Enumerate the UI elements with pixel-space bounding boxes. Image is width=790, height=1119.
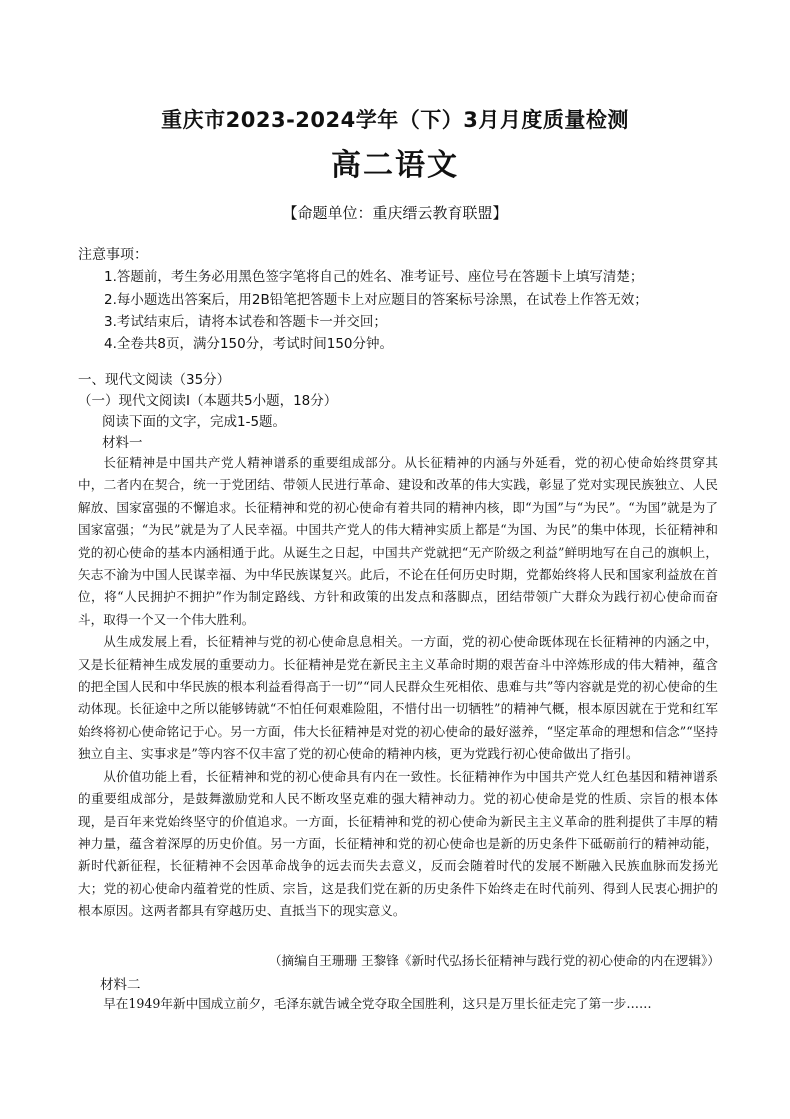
part-heading: 一、现代文阅读（35分） bbox=[78, 372, 231, 388]
material-two-first-line: 早在1949年新中国成立前夕，毛泽东就告诫全党夺取全国胜利，这只是万里长征走完了第一步…… bbox=[103, 996, 652, 1011]
issuing-unit: 【命题单位：重庆缙云教育联盟】 bbox=[282, 204, 508, 222]
notice-heading: 注意事项： bbox=[78, 247, 148, 263]
paragraph-2: 从生成发展上看，长征精神与党的初心使命息息相关。一方面，党的初心使命既体现在长征精神的内涵之中，又是长征精神生成发展的重要动力。长征精神是党在新民主主义革命时期的艰苦奋斗中淬炼形成的伟大精神，蕴含的把全国人民和中华民族的根本利益看得高于一切”“同人民群众生死相依、患难与共”等内容就是党的初心使命的生动体现。长征途中之所以能够铸就“不怕任何艰难险阻，不惜付出一切牺牲”的精神气概，根本原因就在于党和红军始终将初心使命铭记于心。另一方面，伟大长征精神是对党的初心使命的最好滋养，“坚定革命的理想和信念”“坚持独立自主、实事求是”等内容不仅丰富了党的初心使命的精神内核，更为党践行初心使命做出了指引。 bbox=[78, 634, 718, 762]
notice-item-4: 4.全卷共8页，满分150分，考试时间150分钟。 bbox=[104, 336, 394, 352]
subsection-heading: （一）现代文阅读Ⅰ（本题共5小题，18分） bbox=[78, 393, 338, 409]
material-two-label: 材料二 bbox=[100, 977, 141, 993]
exam-title: 重庆市2023-2024学年（下）3月月度质量检测 bbox=[161, 108, 629, 132]
notice-item-2: 2.每小题选出答案后，用2B铅笔把答题卡上对应题目的答案标号涂黑，在试卷上作答无效； bbox=[104, 292, 648, 308]
material-one-text bbox=[78, 452, 718, 923]
material-one-label: 材料一 bbox=[102, 435, 143, 451]
notice-item-1: 1.答题前，考生务必用黑色签字笔将自己的姓名、准考证号、座位号在答题卡上填写清楚； bbox=[104, 269, 644, 285]
paragraph-3: 从价值功能上看，长征精神和党的初心使命具有内在一致性。长征精神作为中国共产党人红色基因和精神谱系的重要组成部分，是鼓舞激励党和人民不断攻坚克难的强大精神动力。党的初心使命是党的性质、宗旨的根本体现，是百年来党始终坚守的价值追求。一方面，长征精神和党的初心使命为新民主主义革命的胜利提供了丰厚的精神力量，蕴含着深厚的历史价值。另一方面，长征精神和党的初心使命也是新的历史条件下砥砺前行的精神动能，新时代新征程，长征精神不会因革命战争的远去而失去意义，反而会随着时代的发展不断融入民族血脉而发扬光大；党的初心使命内蕴着党的性质、宗旨，这是我们党在新的历史条件下始终走在时代前列、得到人民衷心拥护的根本原因。这两者都具有穿越历史、直抵当下的现实意义。 bbox=[78, 768, 718, 919]
subject-title: 高二语文 bbox=[331, 148, 459, 183]
reading-instruction: 阅读下面的文字，完成1-5题。 bbox=[102, 414, 287, 430]
paragraph-1: 长征精神是中国共产党人精神谱系的重要组成部分。从长征精神的内涵与外延看，党的初心使命始终贯穿其中，二者内在契合，统一于党团结、带领人民进行革命、建设和改革的伟大实践，彰显了党对实现民族独立、人民解放、国家富强的不懈追求。长征精神和党的初心使命有着共同的精神内核，即“为国”与“为民”。“为国”就是为了国家富强；“为民”就是为了人民幸福。中国共产党人的伟大精神实质上都是“为国、为民”的集中体现，长征精神和党的初心使命的基本内涵相通于此。从诞生之日起，中国共产党就把“无产阶级之利益”鲜明地写在自己的旗帜上，矢志不渝为中国人民谋幸福、为中华民族谋复兴。此后，不论在任何历史时期，党都始终将人民和国家利益放在首位，将“人民拥护不拥护”作为制定路线、方针和政策的出发点和落脚点，团结带领广大群众为践行初心使命而奋斗，取得一个又一个伟大胜利。 bbox=[78, 455, 718, 627]
notice-item-3: 3.考试结束后，请将本试卷和答题卡一并交回； bbox=[104, 314, 387, 330]
material-one-source: （摘编自王珊珊 王黎锋《新时代弘扬长征精神与践行党的初心使命的内在逻辑》） bbox=[268, 953, 720, 968]
